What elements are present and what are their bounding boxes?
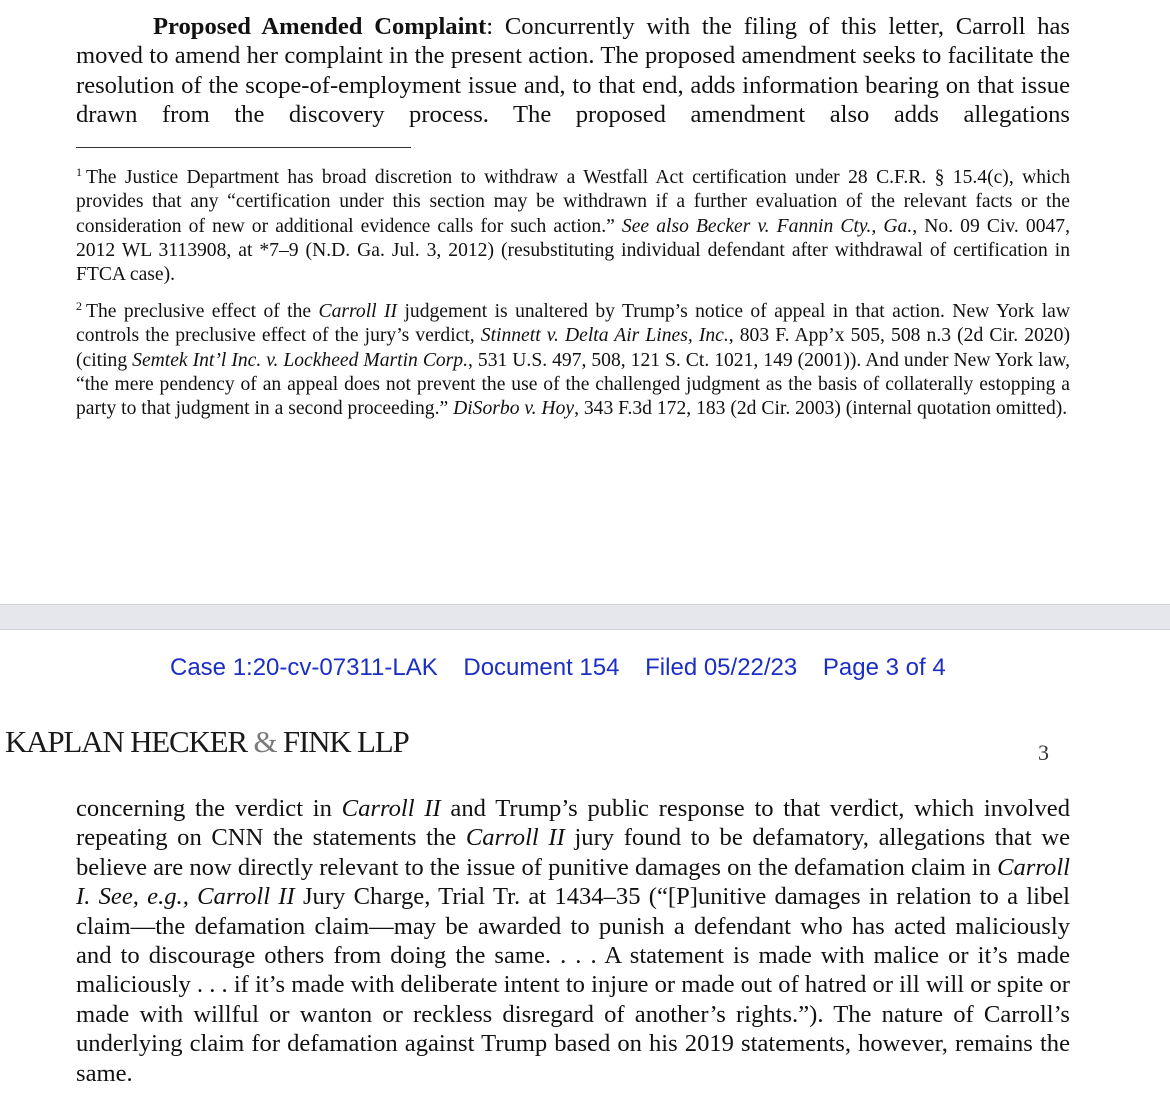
firm-name-part: FINK LLP — [276, 724, 409, 759]
ecf-filing-header — [170, 654, 1000, 682]
case-citation: Carroll I. See, e.g., Carroll II — [76, 853, 1070, 911]
case-citation: See also Becker v. Fannin Cty., Ga. — [621, 215, 913, 237]
footnote-text: , 803 F. App’x 505, 508 n.3 (2d Cir. 2020) (citing — [76, 325, 1070, 371]
footnote-2 — [76, 294, 1070, 421]
page-separator — [0, 604, 1170, 630]
footnote-text: judgement is unaltered by Trump’s notice of appeal in that action. New York law controls the preclusive effect of the jury’s verdict, — [76, 301, 1070, 347]
case-name: Carroll II — [318, 301, 398, 322]
page-number: 3 — [1038, 740, 1049, 765]
footnote-text: The preclusive effect of the — [86, 301, 319, 322]
paragraph-heading: Proposed Amended Complaint — [153, 13, 487, 40]
case-number: Case 1:20-cv-07311-LAK — [170, 654, 438, 681]
footnote-text: The Justice Department has broad discretion to withdraw a Westfall Act certification under 28 C.F.R. § 15.4(c), which provides that any “certification under this section may be withdrawn if a further evaluation of the relevant facts or the consideration of new or additional evidence calls for such action.” — [76, 167, 1070, 237]
continuation-paragraph — [76, 794, 1070, 1088]
case-name: Carroll II — [465, 824, 565, 852]
proposed-amended-complaint-paragraph — [76, 12, 1070, 130]
footnote-number: 2 — [76, 299, 82, 313]
firm-letterhead — [5, 724, 409, 760]
firm-name-part: KAPLAN HECKER — [5, 724, 254, 759]
page-bottom — [0, 630, 1170, 1116]
filed-date: Filed 05/22/23 — [645, 654, 798, 681]
case-citation: DiSorbo v. Hoy — [453, 398, 575, 420]
paragraph-text: Jury Charge, Trial Tr. at 1434–35 (“[P]unitive damages in relation to a libel claim—the defamation claim—may be awarded to punish a defendant who has acted maliciously and to discourage others from doing the same. . . . A statement is made with malice or it’s made maliciously . . . if it’s made with deliberate intent to injure or made out of hatred or ill will or spite or made with willful or wanton or reckless disregard of another’s rights.”). The nature of Carroll’s underlying claim for defamation against Trump based on his 2019 statements, however, remains the same. — [76, 883, 1070, 1087]
footnote-number: 1 — [76, 165, 82, 179]
firm-ampersand: & — [253, 724, 277, 759]
paragraph-text: jury found to be defamatory, allegations that we believe are now directly relevant to the issue of punitive damages on the defamation claim in — [76, 824, 1071, 881]
paragraph-text: concerning the verdict in — [76, 795, 342, 822]
footnote-text: , No. 09 Civ. 0047, 2012 WL 3113908, at *7–9 (N.D. Ga. Jul. 3, 2012) (resubstituting individual defendant after withdrawal of certification in FTCA case). — [76, 215, 1070, 286]
document-number: Document 154 — [463, 654, 620, 681]
footnote-1 — [76, 160, 1070, 287]
footnote-divider — [76, 147, 411, 148]
footnote-text: , 343 F.3d 172, 183 (2d Cir. 2003) (internal quotation omitted). — [574, 398, 1068, 420]
case-citation: Semtek Int’l Inc. v. Lockheed Martin Corp. — [132, 349, 469, 371]
case-citation: Stinnett v. Delta Air Lines, Inc. — [480, 325, 729, 347]
case-name: Carroll II — [341, 795, 441, 822]
page-count: Page 3 of 4 — [822, 654, 946, 681]
footnote-text: , 531 U.S. 497, 508, 121 S. Ct. 1021, 149 (2001)). And under New York law, “the mere pendency of an appeal does not prevent the use of the challenged judgment as the basis of collaterally estopping a party to that judgment in a second proceeding.” — [76, 349, 1070, 420]
paragraph-text: : Concurrently with the filing of this letter, Carroll has moved to amend her complaint in the present action. The proposed amendment seeks to facilitate the resolution of the scope-of-employment issue and, to that end, adds information bearing on that issue drawn from the discovery process. The proposed amendment also adds allegations — [76, 13, 1070, 129]
paragraph-text: and Trump’s public response to that verdict, which involved repeating on CNN the statements the — [76, 795, 1071, 852]
